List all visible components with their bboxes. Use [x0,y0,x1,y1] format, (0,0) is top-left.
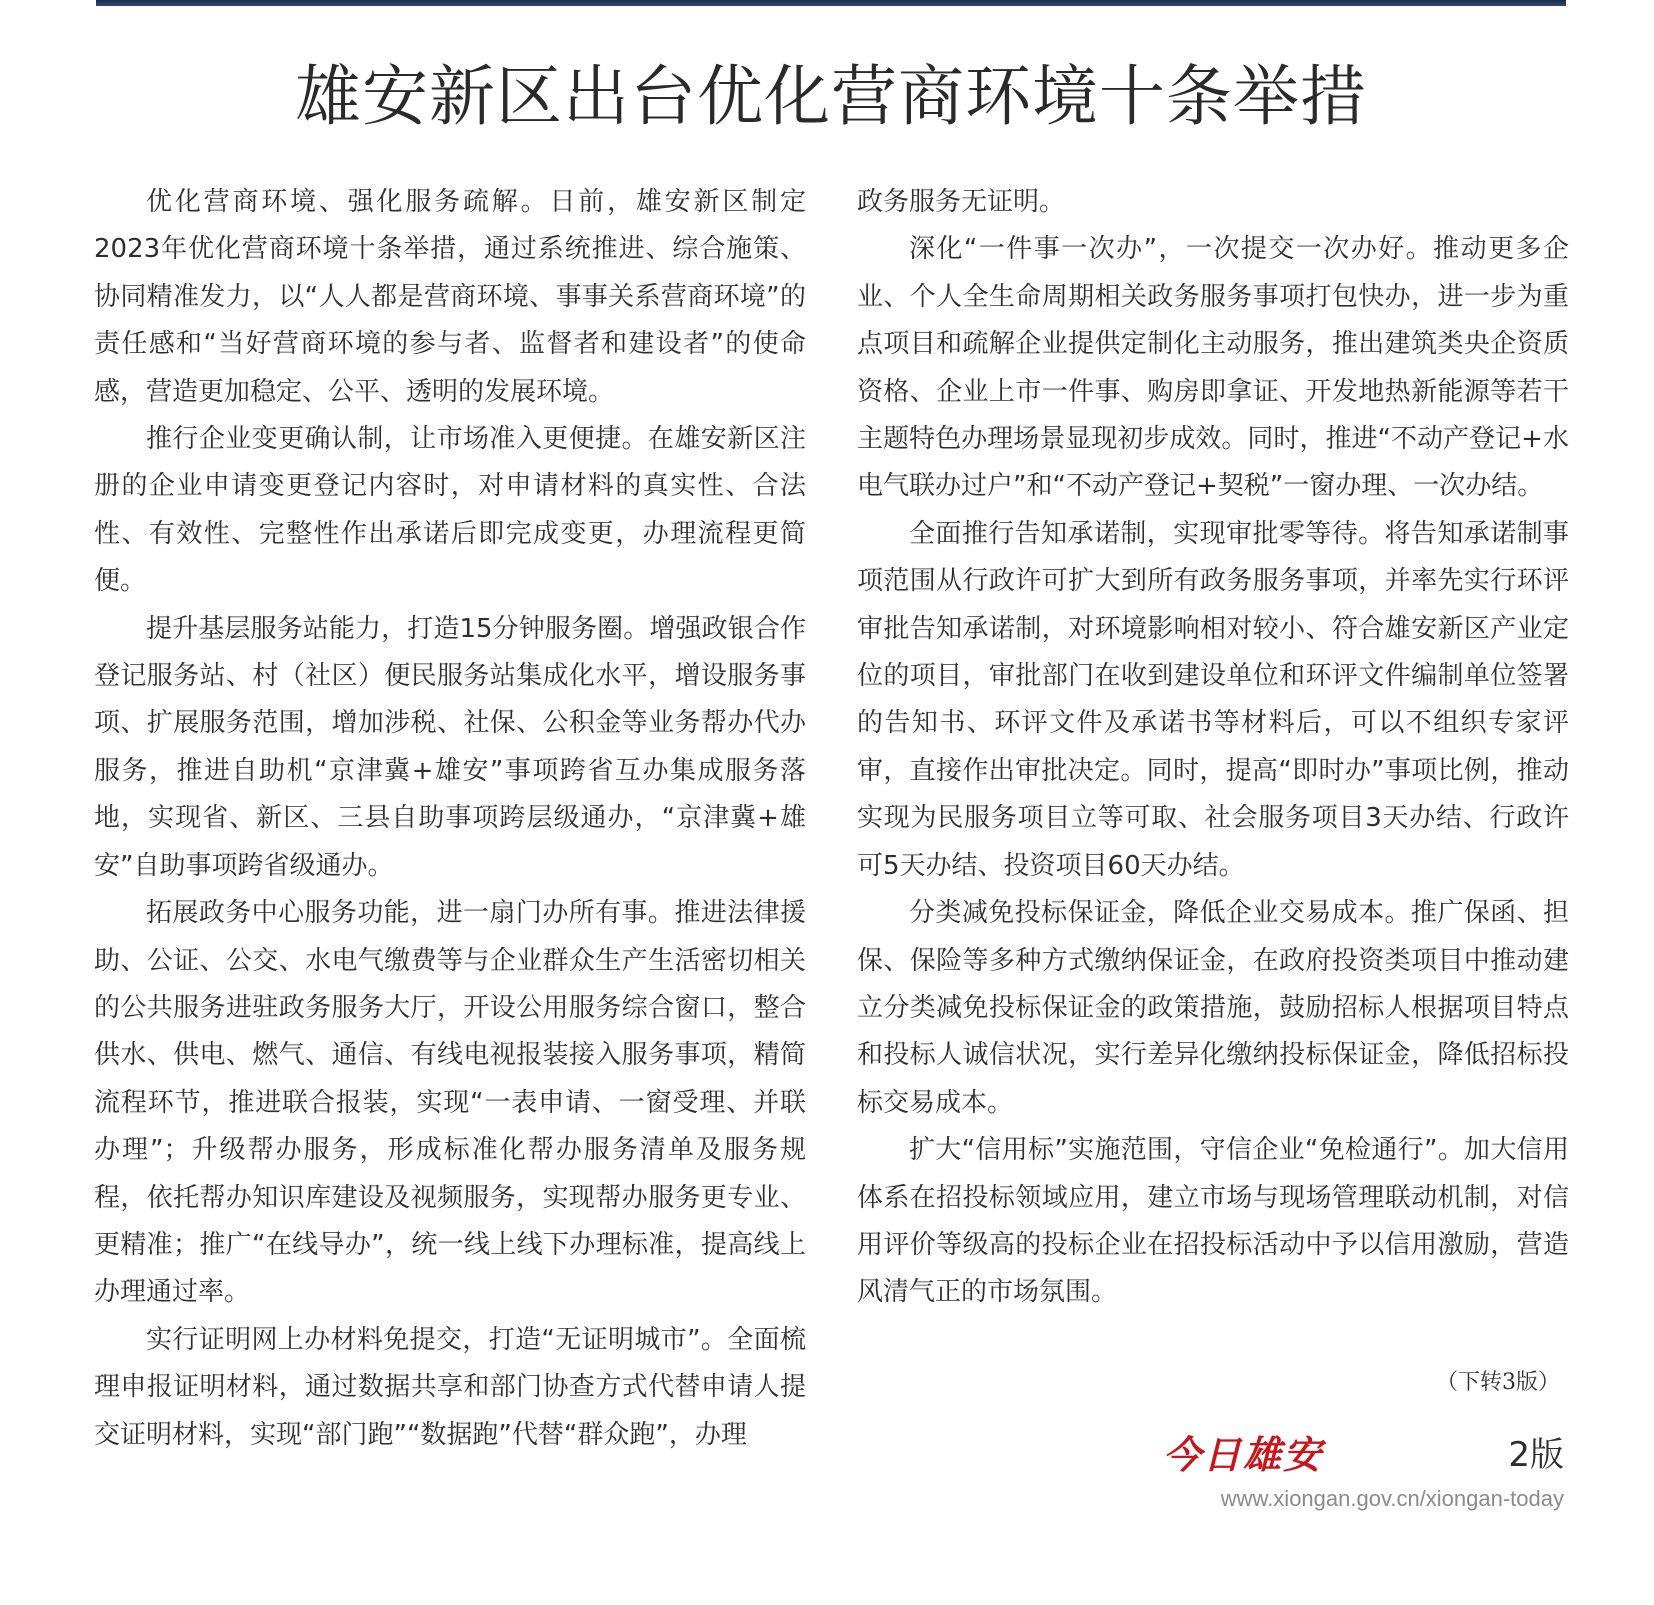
article-left-column [94,179,806,1459]
article-right-column [857,179,1569,1317]
paragraph: 全面推行告知承诺制，实现审批零等待。将告知承诺制事项范围从行政许可扩大到所有政务服务事项，并率先实行环评审批告知承诺制，对环境影响相对较小、符合雄安新区产业定位的项目，审批部门在收到建设单位和环评文件编制单位签署的告知书、环评文件及承诺书等材料后，可以不组织专家评审，直接作出审批决定。同时，提高“即时办”事项比例，推动实现为民服务项目立等可取、社会服务项目3天办结、行政许可5天办结、投资项目60天办结。 [857,518,1569,881]
paragraph: 深化“一件事一次办”，一次提交一次办好。推动更多企业、个人全生命周期相关政务服务事项打包快办，进一步为重点项目和疏解企业提供定制化主动服务，推出建筑类央企资质资格、企业上市一件事、购房即拿证、开发地热新能源等若干主题特色办理场景显现初步成效。同时，推进“不动产登记+水电气联办过户”和“不动产登记+契税”一窗办理、一次办结。 [857,234,1569,502]
page-title: 雄安新区出台优化营商环境十条举措 [295,58,1367,135]
paragraph: 提升基层服务站能力，打造15分钟服务圈。增强政银合作登记服务站、村（社区）便民服务站集成化水平，增设服务事项、扩展服务范围，增加涉税、社保、公积金等业务帮办代办服务，推进自助机“京津冀+雄安”事项跨省互办集成服务落地，实现省、新区、三县自助事项跨层级通办，“京津冀+雄安”自助事项跨省级通办。 [94,613,806,881]
masthead-logo: 今日雄安 [1163,1432,1324,1477]
paragraph: 拓展政务中心服务功能，进一扇门办所有事。推进法律援助、公证、公交、水电气缴费等与企业群众生产生活密切相关的公共服务进驻政务服务大厅，开设公用服务综合窗口，整合供水、供电、燃气、通信、有线电视报装接入服务事项，精简流程环节，推进联合报装，实现“一表申请、一窗受理、并联办理”；升级帮办服务，形成标准化帮办服务清单及服务规程，依托帮办知识库建设及视频服务，实现帮办服务更专业、更精准；推广“在线导办”，统一线上线下办理标准，提高线上办理通过率。 [94,898,806,1308]
paragraph: 推行企业变更确认制，让市场准入更便捷。在雄安新区注册的企业申请变更登记内容时，对申请材料的真实性、合法性、有效性、完整性作出承诺后即完成变更，办理流程更简便。 [94,424,806,597]
paragraph: 分类减免投标保证金，降低企业交易成本。推广保函、担保、保险等多种方式缴纳保证金，在政府投资类项目中推动建立分类减免投标保证金的政策措施，鼓励招标人根据项目特点和投标人诚信状况，实行差异化缴纳投标保证金，降低招标投标交易成本。 [857,898,1569,1118]
top-bar [96,0,1566,6]
paragraph-continuation: 政务服务无证明。 [857,187,1066,217]
paragraph: 优化营商环境、强化服务疏解。日前，雄安新区制定2023年优化营商环境十条举措，通过系统推进、综合施策、协同精准发力，以“人人都是营商环境、事事关系营商环境”的责任感和“当好营商环境的参与者、监督者和建设者”的使命感，营造更加稳定、公平、透明的发展环境。 [94,187,806,407]
page-number: 2版 [1508,1435,1564,1475]
paragraph: 实行证明网上办材料免提交，打造“无证明城市”。全面梳理申报证明材料，通过数据共享和部门协查方式代替申请人提交证明材料，实现“部门跑”“数据跑”代替“群众跑”，办理 [94,1324,806,1450]
paragraph: 扩大“信用标”实施范围，守信企业“免检通行”。加大信用体系在招投标领域应用，建立市场与现场管理联动机制，对信用评价等级高的投标企业在招投标活动中予以信用激励，营造风清气正的市场氛围。 [857,1135,1569,1308]
site-url[interactable]: www.xiongan.gov.cn/xiongan-today [1220,1486,1564,1511]
continued-note: （下转3版） [1436,1370,1560,1395]
